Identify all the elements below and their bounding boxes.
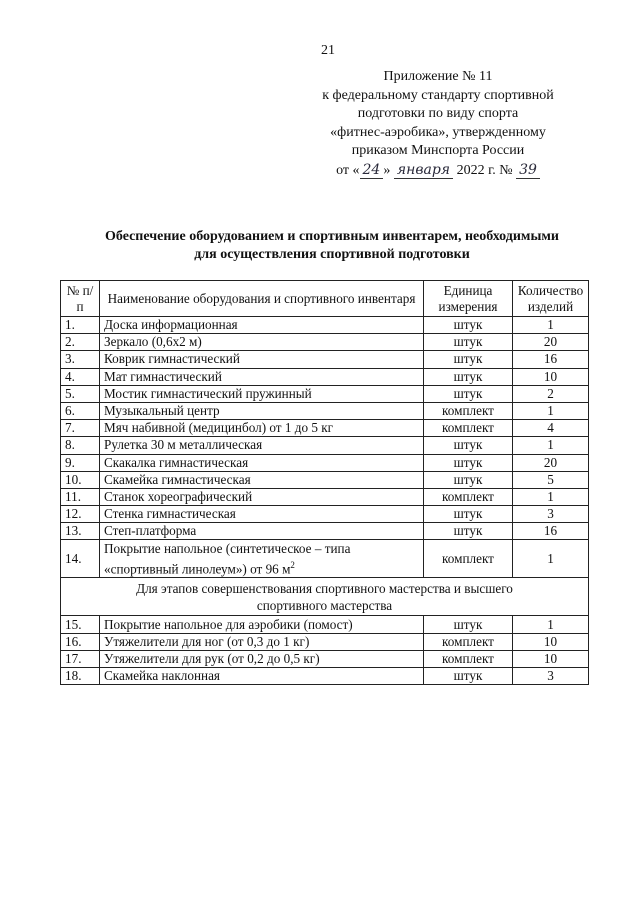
appendix-header	[288, 68, 588, 180]
row-unit: штук	[424, 368, 513, 385]
order-date-line	[288, 161, 588, 181]
row-qty: 1	[513, 488, 589, 505]
row-unit: штук	[424, 351, 513, 368]
row-num: 18.	[61, 668, 100, 685]
row-unit: комплект	[424, 488, 513, 505]
table-row	[61, 351, 589, 368]
row-num: 14.	[61, 540, 100, 578]
table-row	[61, 650, 589, 667]
row-num: 16.	[61, 633, 100, 650]
appendix-line: «фитнес-аэробика», утвержденному	[330, 124, 546, 140]
row-qty: 10	[513, 633, 589, 650]
row-name: Доска информационная	[100, 317, 424, 334]
row-unit: комплект	[424, 402, 513, 419]
appendix-line: Приложение № 11	[383, 69, 493, 84]
row-qty: 4	[513, 420, 589, 437]
table-row	[61, 454, 589, 471]
row-qty: 20	[513, 334, 589, 351]
row-name: Покрытие напольное для аэробики (помост)	[100, 616, 424, 633]
row-num: 15.	[61, 616, 100, 633]
handwritten-order-number: 39	[516, 162, 540, 179]
row-num: 3.	[61, 351, 100, 368]
section-row	[61, 578, 589, 616]
table-row	[61, 368, 589, 385]
header-num: № п/п	[61, 281, 100, 317]
row-num: 12.	[61, 506, 100, 523]
row-unit: штук	[424, 385, 513, 402]
row-num: 5.	[61, 385, 100, 402]
row-name: Утяжелители для ног (от 0,3 до 1 кг)	[100, 633, 424, 650]
row-unit: штук	[424, 668, 513, 685]
row-qty: 3	[513, 668, 589, 685]
handwritten-month: января	[394, 162, 453, 179]
row-name: Музыкальный центр	[100, 402, 424, 419]
page-number: 21	[321, 43, 335, 58]
row-qty: 20	[513, 454, 589, 471]
table-header-row	[61, 281, 589, 317]
table-row	[61, 506, 589, 523]
row-num: 17.	[61, 650, 100, 667]
table-row	[61, 402, 589, 419]
row-unit: комплект	[424, 420, 513, 437]
row-qty: 1	[513, 437, 589, 454]
row-num: 13.	[61, 523, 100, 540]
row-unit: штук	[424, 334, 513, 351]
table-row	[61, 488, 589, 505]
table-row	[61, 668, 589, 685]
row-qty: 2	[513, 385, 589, 402]
row-qty: 1	[513, 402, 589, 419]
row-unit: штук	[424, 616, 513, 633]
row-name: Мат гимнастический	[100, 368, 424, 385]
section-line: Для этапов совершенствования спортивного мастерства и высшего	[136, 580, 513, 596]
header-qty: Количество изделий	[513, 281, 589, 317]
section-line: спортивного мастерства	[256, 597, 393, 613]
row-name: Степ-платформа	[100, 523, 424, 540]
row-num: 1.	[61, 317, 100, 334]
row-unit: комплект	[424, 633, 513, 650]
row-qty: 16	[513, 351, 589, 368]
row-name: Зеркало (0,6х2 м)	[100, 334, 424, 351]
row-unit: штук	[424, 454, 513, 471]
row-qty: 10	[513, 368, 589, 385]
row-name	[100, 540, 424, 578]
table-row	[61, 540, 589, 578]
row-name: Скамейка наклонная	[100, 668, 424, 685]
row-num: 7.	[61, 420, 100, 437]
row-unit: комплект	[424, 650, 513, 667]
handwritten-day: 24	[360, 162, 384, 179]
equipment-table	[60, 280, 589, 685]
row-qty: 16	[513, 523, 589, 540]
row-unit: штук	[424, 317, 513, 334]
table-row	[61, 437, 589, 454]
section-heading	[61, 578, 589, 616]
table-row	[61, 471, 589, 488]
title-line: для осуществления спортивной подготовки	[194, 247, 470, 262]
row-unit: штук	[424, 437, 513, 454]
appendix-line: приказом Минспорта России	[351, 143, 525, 158]
header-unit: Единица измерения	[424, 281, 513, 317]
row-num: 8.	[61, 437, 100, 454]
title-line: Обеспечение оборудованием и спортивным инвентарем, необходимыми	[105, 229, 559, 244]
table-row	[61, 616, 589, 633]
row-qty: 10	[513, 650, 589, 667]
row-num: 4.	[61, 368, 100, 385]
row-name: Скакалка гимнастическая	[100, 454, 424, 471]
superscript: 2	[290, 559, 295, 570]
row-qty: 3	[513, 506, 589, 523]
row-name: Станок хореографический	[100, 488, 424, 505]
row-name-line: «спортивный линолеум») от 96 м	[104, 561, 291, 577]
row-unit: комплект	[424, 540, 513, 578]
row-name: Мяч набивной (медицинбол) от 1 до 5 кг	[100, 420, 424, 437]
date-prefix: от «	[336, 162, 360, 178]
row-num: 10.	[61, 471, 100, 488]
table-row	[61, 385, 589, 402]
document-title	[62, 228, 602, 264]
row-qty: 5	[513, 471, 589, 488]
row-name: Коврик гимнастический	[100, 351, 424, 368]
row-num: 9.	[61, 454, 100, 471]
row-num: 11.	[61, 488, 100, 505]
row-name-line: Покрытие напольное (синтетическое – типа	[104, 540, 351, 556]
row-qty: 1	[513, 317, 589, 334]
row-unit: штук	[424, 471, 513, 488]
row-name: Скамейка гимнастическая	[100, 471, 424, 488]
row-qty: 1	[513, 616, 589, 633]
row-name: Рулетка 30 м металлическая	[100, 437, 424, 454]
date-mid: »	[383, 162, 391, 178]
row-num: 2.	[61, 334, 100, 351]
appendix-line: к федеральному стандарту спортивной	[322, 87, 554, 103]
row-num: 6.	[61, 402, 100, 419]
row-name: Стенка гимнастическая	[100, 506, 424, 523]
row-name: Мостик гимнастический пружинный	[100, 385, 424, 402]
date-year: 2022 г. №	[456, 162, 513, 178]
row-unit: штук	[424, 506, 513, 523]
table-row	[61, 523, 589, 540]
table-row	[61, 633, 589, 650]
appendix-line: подготовки по виду спорта	[357, 106, 519, 121]
table-row	[61, 317, 589, 334]
table-row	[61, 334, 589, 351]
row-qty: 1	[513, 540, 589, 578]
row-name: Утяжелители для рук (от 0,2 до 0,5 кг)	[100, 650, 424, 667]
header-name: Наименование оборудования и спортивного инвентаря	[100, 281, 424, 317]
table-row	[61, 420, 589, 437]
row-unit: штук	[424, 523, 513, 540]
